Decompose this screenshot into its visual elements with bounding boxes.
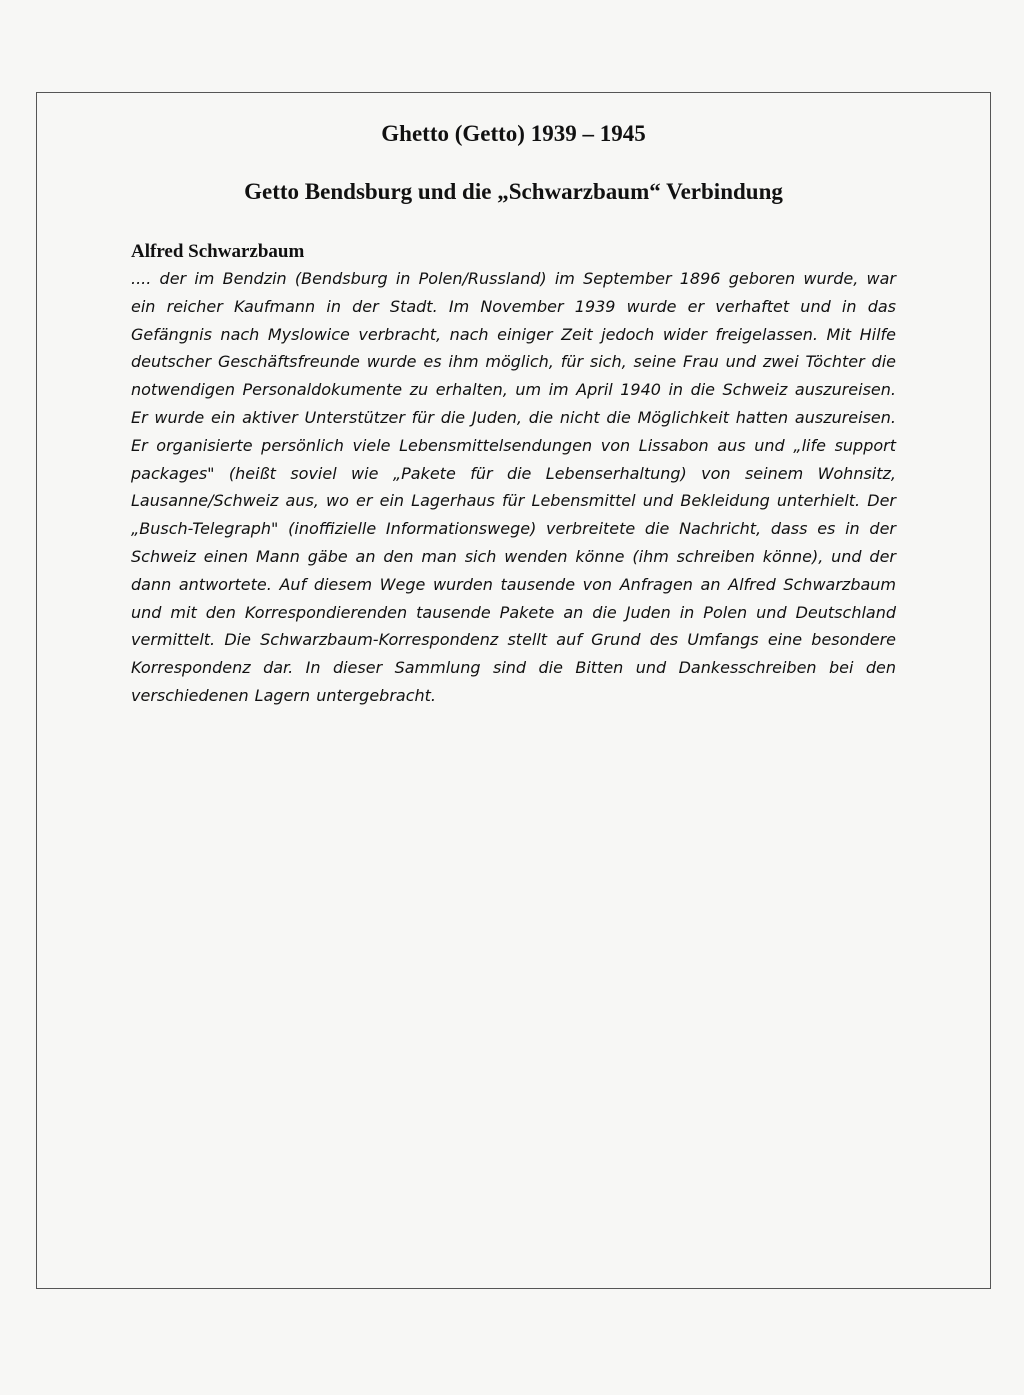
section-heading: Alfred Schwarzbaum [131, 241, 305, 262]
page-frame [36, 92, 991, 1289]
page-title: Ghetto (Getto) 1939 – 1945 [381, 121, 646, 146]
body-paragraph: .... der im Bendzin (Bendsburg in Polen/Russland) im September 1896 geboren wurde, war ein reicher Kaufmann in der Stadt. Im November 1939 wurde er verhaftet und in das Gefängnis nach Myslowice verbracht, nach einiger Zeit jedoch wider freigelassen. Mit Hilfe deutscher Geschäftsfreunde wurde es ihm möglich, für sich, seine Frau und zwei Töchter die notwendigen Personaldokumente zu erhalten, um im April 1940 in die Schweiz auszureisen. Er wurde ein aktiver Unterstützer für die Juden, die nicht die Möglichkeit hatten auszureisen. Er organisierte persönlich viele Lebensmittelsendungen von Lissabon aus und „life support packages" (heißt soviel wie „Pakete für die Lebenserhaltung) von seinem Wohnsitz, Lausanne/Schweiz aus, wo er ein Lagerhaus für Lebensmittel und Bekleidung unterhielt. Der „Busch-Telegraph" (inoffizielle Informationswege) verbreitete die Nachricht, dass es in der Schweiz einen Mann gäbe an den man sich wenden könne (ihm schreiben könne), und der dann antwortete. Auf diesem Wege wurden tausende von Anfragen an Alfred Schwarzbaum und mit den Korrespondierenden tausende Pakete an die Juden in Polen und Deutschland vermittelt. Die Schwarzbaum-Korrespondenz stellt auf Grund des Umfangs eine besondere Korrespondenz dar. In dieser Sammlung sind die Bitten und Dankesschreiben bei den verschiedenen Lagern untergebracht. [131, 269, 896, 705]
page-subtitle: Getto Bendsburg und die „Schwarzbaum“ Verbindung [244, 179, 783, 204]
